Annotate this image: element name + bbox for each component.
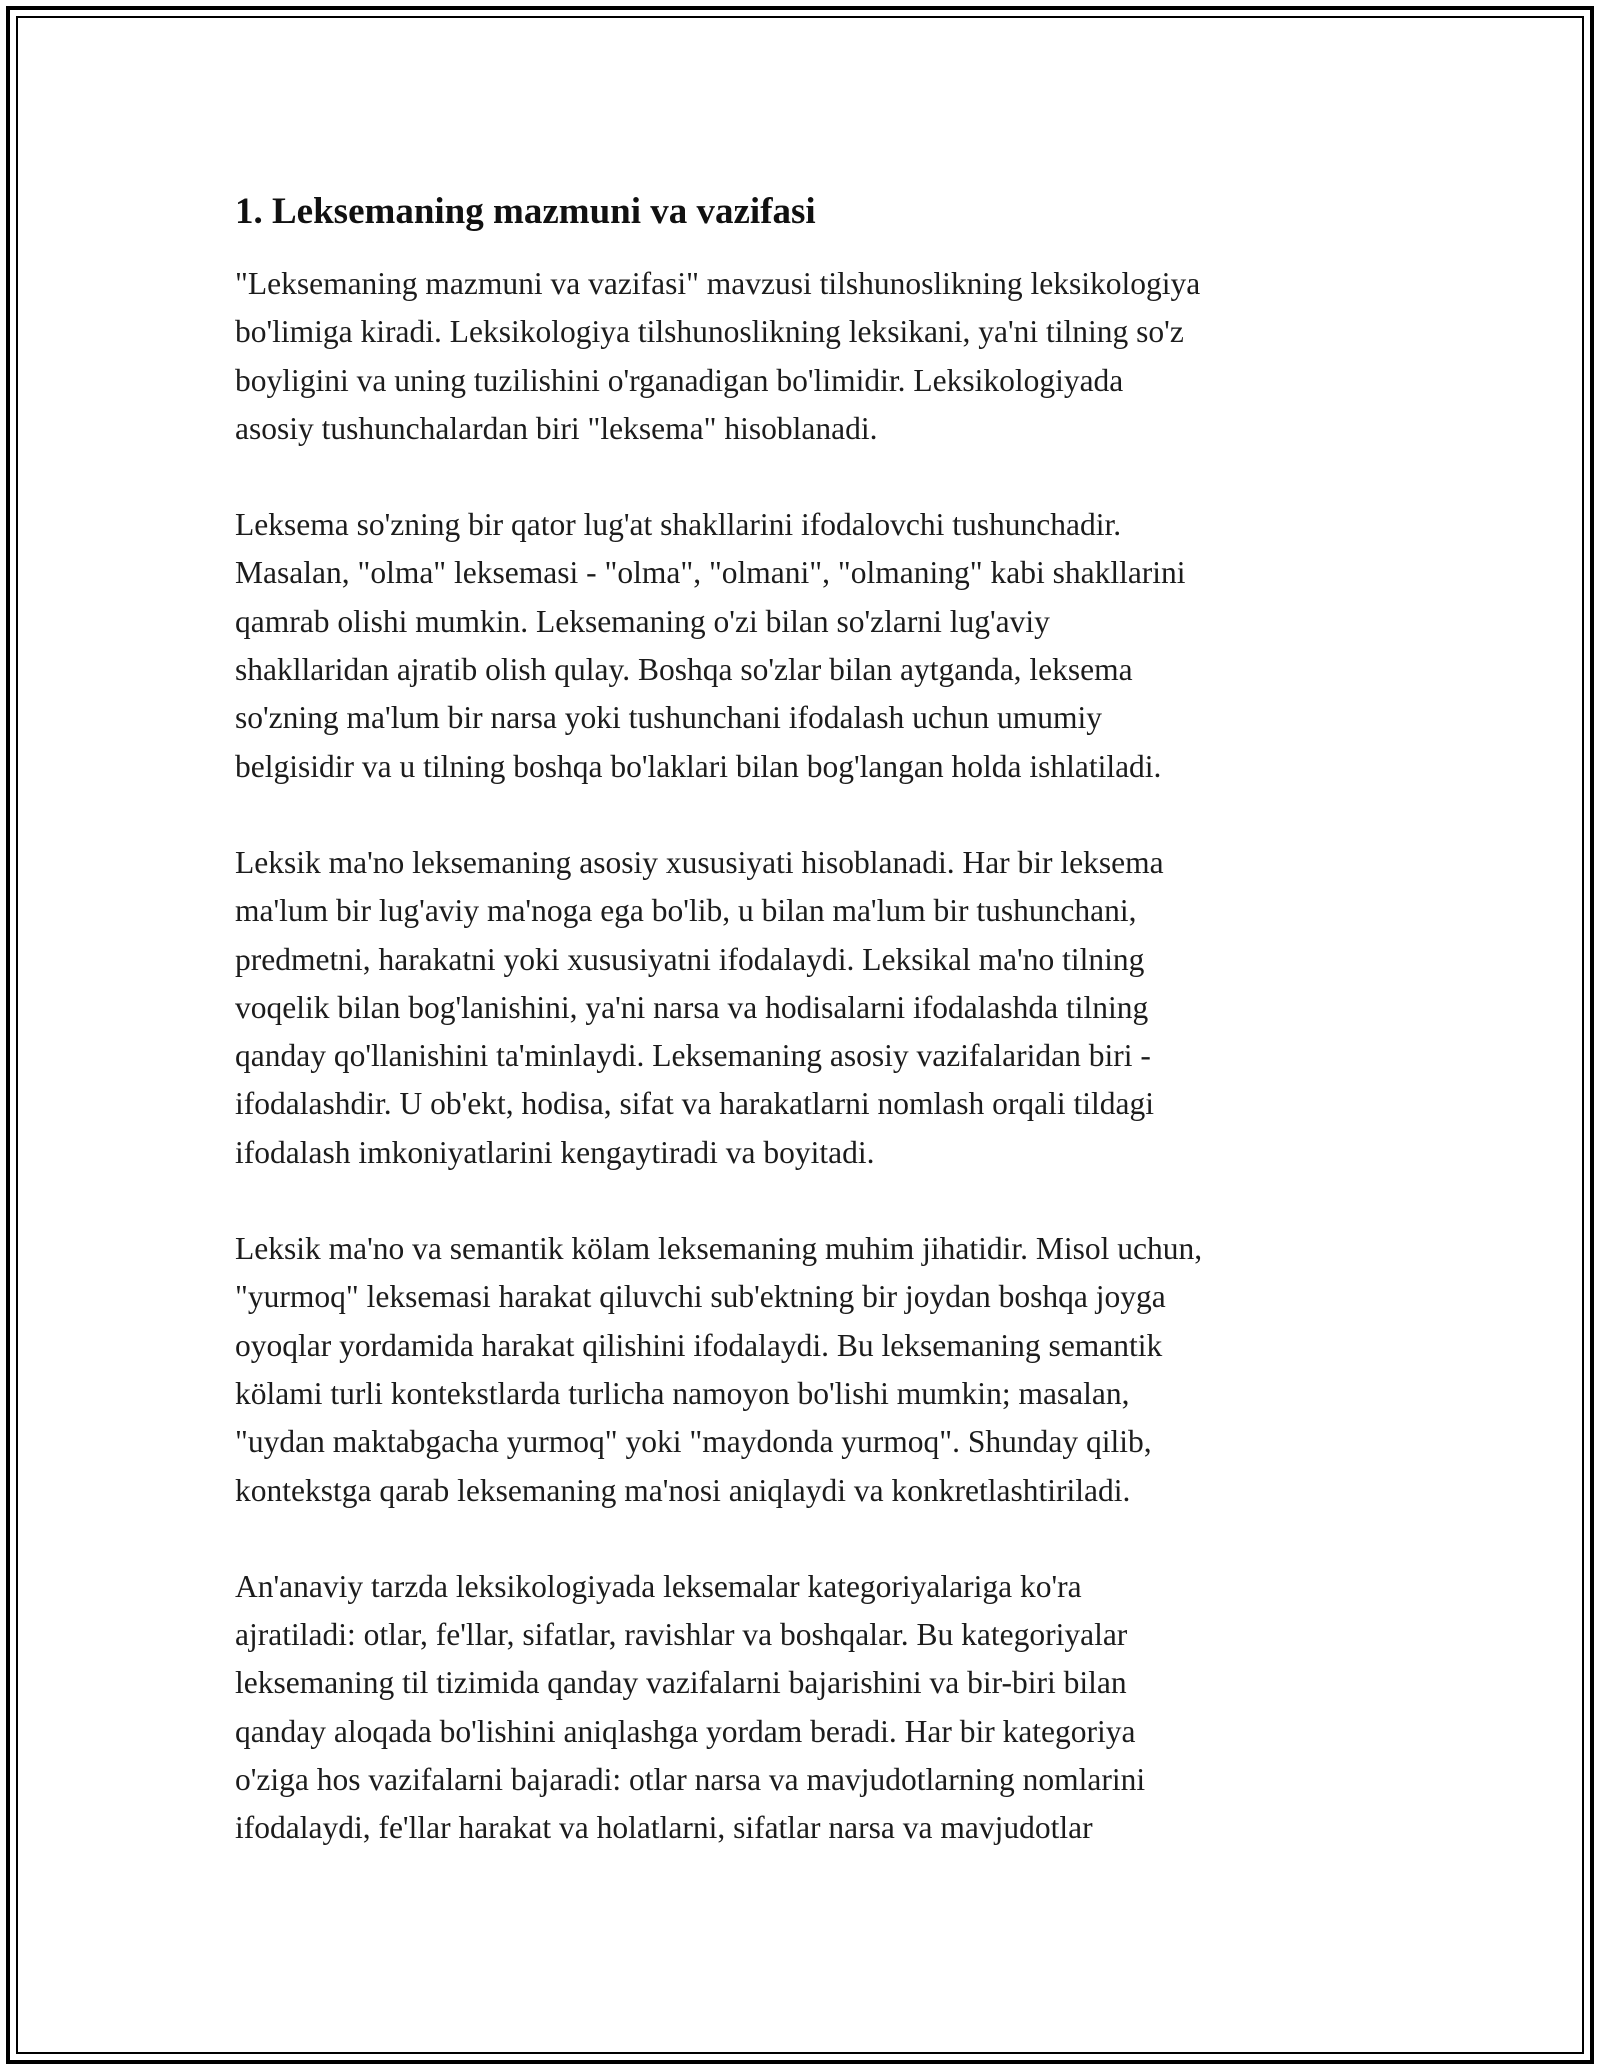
text-line: asosiy tushunchalardan biri "leksema" hisoblanadi.: [235, 410, 878, 446]
paragraph-4: [235, 1225, 1375, 1515]
text-line: ajratiladi: otlar, fe'llar, sifatlar, ravishlar va boshqalar. Bu kategoriyalar: [235, 1617, 1128, 1653]
text-line: oyoqlar yordamida harakat qilishini ifodalaydi. Bu leksemaning semantik: [235, 1327, 1163, 1363]
text-line: so'zning ma'lum bir narsa yoki tushunchani ifodalash uchun umumiy: [235, 700, 1102, 736]
text-line: qamrab olishi mumkin. Leksemaning o'zi bilan so'zlarni lug'aviy: [235, 603, 1050, 639]
paragraph-1: [235, 260, 1375, 453]
text-line: voqelik bilan bog'lanishini, ya'ni narsa va hodisalarni ifodalashda tilning: [235, 989, 1149, 1025]
text-line: ifodalaydi, fe'llar harakat va holatlarni, sifatlar narsa va mavjudotlar: [235, 1810, 1093, 1846]
text-line: ifodalashdir. U ob'ekt, hodisa, sifat va harakatlarni nomlash orqali tildagi: [235, 1086, 1154, 1122]
text-line: ma'lum bir lug'aviy ma'noga ega bo'lib, u bilan ma'lum bir tushunchani,: [235, 893, 1137, 929]
text-line: Leksema so'zning bir qator lug'at shakllarini ifodalovchi tushunchadir.: [235, 507, 1122, 543]
text-line: qanday qo'llanishini ta'minlaydi. Leksemaning asosiy vazifalaridan biri -: [235, 1038, 1151, 1074]
text-line: belgisidir va u tilning boshqa bo'laklari bilan bog'langan holda ishlatiladi.: [235, 748, 1162, 784]
document-page: [235, 188, 1375, 1901]
text-line: "uydan maktabgacha yurmoq" yoki "maydonda yurmoq". Shunday qilib,: [235, 1424, 1152, 1460]
text-line: o'ziga hos vazifalarni bajaradi: otlar narsa va mavjudotlarning nomlarini: [235, 1762, 1146, 1798]
text-line: ifodalash imkoniyatlarini kengaytiradi va boyitadi.: [235, 1134, 875, 1170]
text-line: "yurmoq" leksemasi harakat qiluvchi sub'ektning bir joydan boshqa joyga: [235, 1279, 1166, 1315]
text-line: qanday aloqada bo'lishini aniqlashga yordam beradi. Har bir kategoriya: [235, 1713, 1136, 1749]
section-heading: 1. Leksemaning mazmuni va vazifasi: [235, 191, 816, 232]
paragraph-2: [235, 501, 1375, 791]
text-line: Masalan, "olma" leksemasi - "olma", "olmani", "olmaning" kabi shakllarini: [235, 555, 1186, 591]
paragraph-3: [235, 839, 1375, 1177]
paragraph-5: [235, 1563, 1375, 1853]
text-line: boyligini va uning tuzilishini o'rganadigan bo'limidir. Leksikologiyada: [235, 362, 1124, 398]
text-line: "Leksemaning mazmuni va vazifasi" mavzusi tilshunoslikning leksikologiya: [235, 266, 1201, 301]
text-line: predmetni, harakatni yoki xususiyatni ifodalaydi. Leksikal ma'no tilning: [235, 941, 1145, 977]
text-line: bo'limiga kiradi. Leksikologiya tilshunoslikning leksikani, ya'ni tilning so'z: [235, 314, 1184, 350]
text-line: kontekstga qarab leksemaning ma'nosi aniqlaydi va konkretlashtiriladi.: [235, 1472, 1131, 1508]
text-line: kölami turli kontekstlarda turlicha namoyon bo'lishi mumkin; masalan,: [235, 1375, 1130, 1411]
text-line: Leksik ma'no va semantik kölam leksemaning muhim jihatidir. Misol uchun,: [235, 1231, 1203, 1267]
text-line: An'anaviy tarzda leksikologiyada leksemalar kategoriyalariga ko'ra: [235, 1568, 1082, 1604]
text-line: Leksik ma'no leksemaning asosiy xususiyati hisoblanadi. Har bir leksema: [235, 844, 1164, 880]
text-line: leksemaning til tizimida qanday vazifalarni bajarishini va bir-biri bilan: [235, 1665, 1127, 1701]
text-line: shakllaridan ajratib olish qulay. Boshqa so'zlar bilan aytganda, leksema: [235, 652, 1133, 688]
